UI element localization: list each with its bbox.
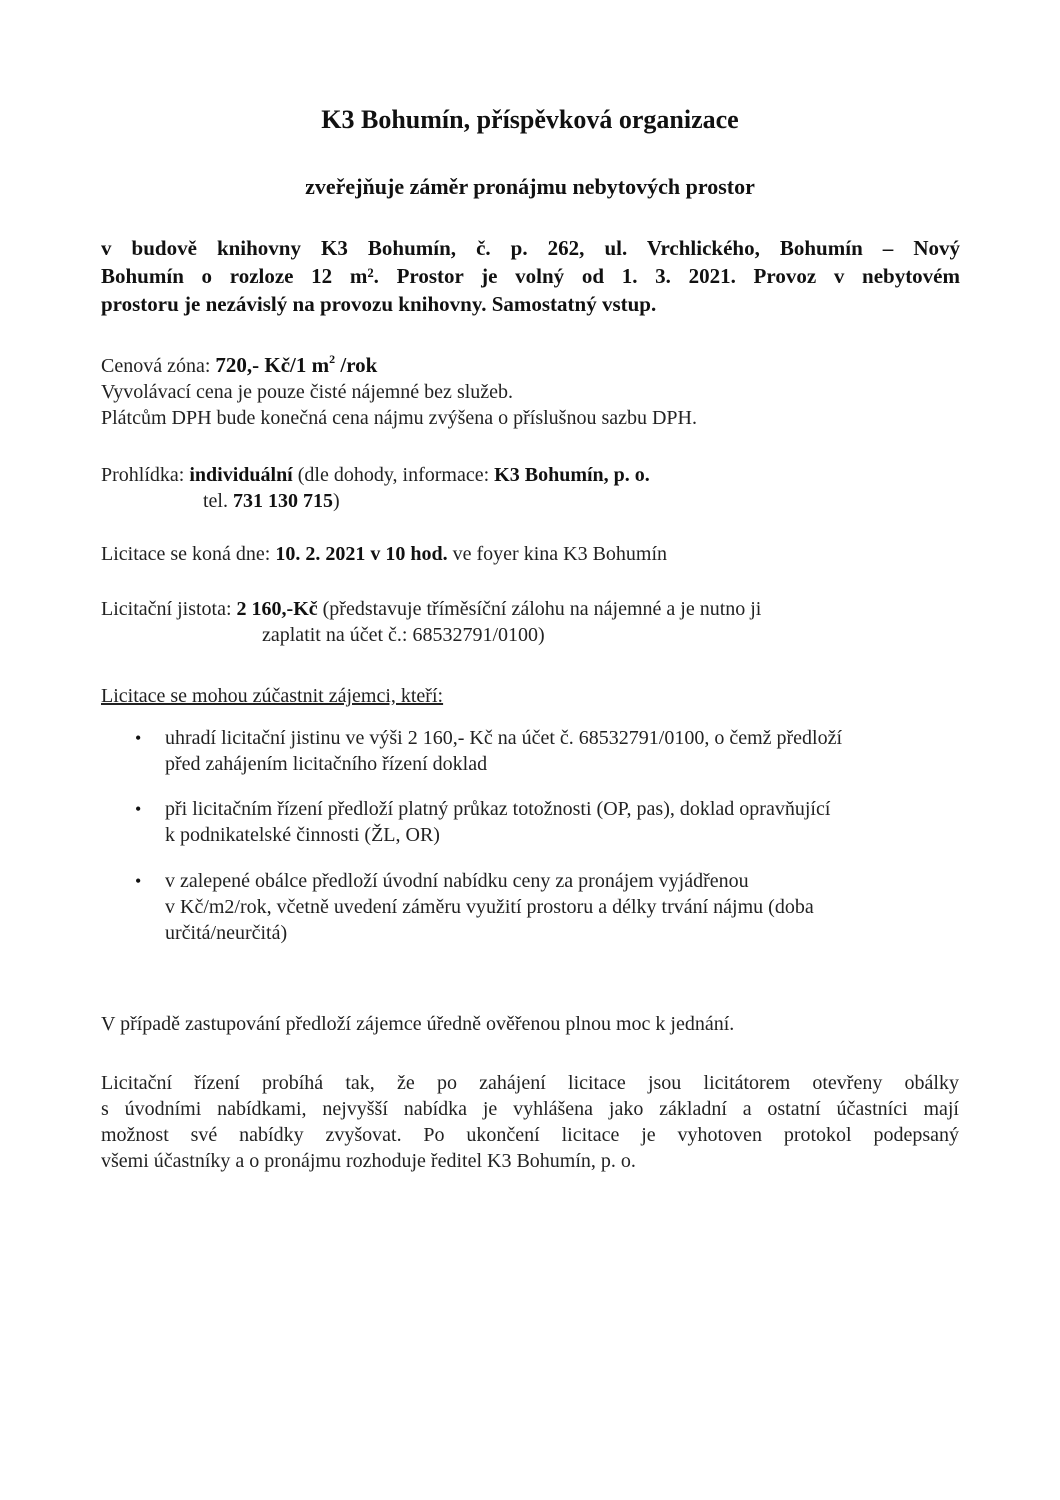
procedure-paragraph	[101, 1070, 959, 1174]
viewing-section	[101, 462, 961, 514]
price-label: Cenová zóna:	[101, 355, 216, 377]
deposit-section	[101, 596, 961, 648]
auction-line	[101, 541, 961, 567]
price-line	[101, 352, 961, 379]
deposit-account-line: zaplatit na účet č.: 68532791/0100)	[262, 624, 545, 646]
price-section	[101, 352, 961, 431]
price-unit-superscript: 2	[329, 352, 336, 366]
procedure-line: všemi účastníky a o pronájmu rozhoduje ředitel K3 Bohumín, p. o.	[101, 1150, 636, 1172]
viewing-value: individuální	[189, 464, 293, 486]
viewing-line: Prohlídka: individuální (dle dohody, informace: K3 Bohumín, p. o.	[101, 464, 650, 486]
viewing-label: Prohlídka:	[101, 464, 190, 486]
auction-place: ve foyer kina K3 Bohumín	[447, 543, 668, 565]
intro-line: v budově knihovny K3 Bohumín, č. p. 262, ul. Vrchlického, Bohumín – Nový	[101, 236, 960, 260]
intro-line: prostoru je nezávislý na provozu knihovny. Samostatný vstup.	[101, 292, 657, 316]
intro-line: Bohumín o rozloze 12 m². Prostor je volný od 1. 3. 2021. Provoz v nebytovém	[101, 264, 960, 288]
procedure-line: s úvodními nabídkami, nejvyšší nabídka je vyhlášena jako základní a ostatní účastníci mají	[101, 1098, 959, 1120]
document-title: K3 Bohumín, příspěvková organizace	[321, 105, 739, 134]
deposit-line: Licitační jistota: 2 160,-Kč (představuje tříměsíční zálohu na nájemné a je nutno ji	[101, 598, 762, 620]
procedure-line: možnost své nabídky zvyšovat. Po ukončení licitace je vyhotoven protokol podepsaný	[101, 1124, 959, 1146]
price-value: 720,- Kč/1 $m^2$ /rok	[215, 352, 378, 377]
auction-label: Licitace se koná dne:	[101, 543, 276, 565]
viewing-contact: K3 Bohumín, p. o.	[494, 464, 650, 486]
procedure-line: Licitační řízení probíhá tak, že po zahájení licitace jsou licitátorem otevřeny obálky	[101, 1072, 959, 1094]
viewing-phone: 731 130 715	[233, 490, 333, 512]
bullet-icon: •	[135, 799, 142, 819]
viewing-phone-line: tel. 731 130 715)	[203, 490, 340, 512]
representation-paragraph: V případě zastupování předloží zájemce úředně ověřenou plnou moc k jednání.	[101, 1013, 735, 1035]
deposit-amount: 2 160,-Kč	[236, 598, 318, 620]
auction-date: 10. 2. 2021 v 10 hod.	[275, 543, 448, 565]
price-vat-note: Plátcům DPH bude konečná cena nájmu zvýšena o příslušnou sazbu DPH.	[101, 407, 697, 429]
document-page: K3 Bohumín, příspěvková organizace zveřejňuje záměr pronájmu nebytových prostor v budově knihovny K3 Bohumín, č. p. 262, ul. Vrchlického, Bohumín – Nový Bohumín o rozloze 12 m². Prostor je volný od 1. 3. 2021. Provoz v nebytovém prostoru je nezávislý na provozu knihovny. Samostatný vstup. Cenová zóna: 720,- Kč/1 $m^2$ /rok Vyvolávací cena je pouze čisté nájemné bez služeb. Plátcům DPH bude konečná cena nájmu zvýšena o příslušnou sazbu DPH. Prohlídka: individuální (dle dohody, informace: K3 Bohumín, p. o. tel. 731 130 715) Licitace se koná dne: 10. 2. 2021 v 10 hod. ve foyer kina K3 Bohumín Licitační jistota: 2 160,-Kč (představuje tříměsíční zálohu na nájemné a je nutno ji zaplatit na účet č.: 68532791/0100) Licitace se mohou zúčastnit zájemci, kteří: • uhradí licitační jistinu ve výši 2 160,- Kč na účet č. 68532791/0100, o čemž předloží před zahájením licitačního řízení doklad • při licitačním řízení předloží platný průkaz totožnosti (OP, pas), doklad opravňující k podnikatelské činnosti (ŽL, OR) • v zalepené obálce předloží úvodní nabídku ceny za pronájem vyjádřenou v Kč/m2/rok, včetně uvedení záměru využití prostoru a délky trvání nájmu (doba určitá/neurčitá) V případě zastupování předloží zájemce úředně ověřenou plnou moc k jednání. Licitační řízení probíhá tak, že po zahájení licitace jsou licitátorem otevřeny obálky s úvodními nabídkami, nejvyšší nabídka je vyhlášena jako základní a ostatní účastníci mají možnost své nabídky zvyšovat. Po ukončení licitace je vyhotoven protokol podepsaný všemi účastníky a o pronájmu rozhoduje ředitel K3 Bohumín, p. o.	[0, 0, 1060, 1500]
conditions-heading: Licitace se mohou zúčastnit zájemci, kteří:	[101, 685, 444, 707]
price-note: Vyvolávací cena je pouze čisté nájemné bez služeb.	[101, 381, 514, 403]
deposit-label: Licitační jistota:	[101, 598, 237, 620]
document-subtitle: zveřejňuje záměr pronájmu nebytových prostor	[305, 174, 755, 199]
bullet-icon: •	[135, 728, 142, 748]
bullet-icon: •	[135, 871, 142, 891]
intro-paragraph	[101, 234, 960, 318]
